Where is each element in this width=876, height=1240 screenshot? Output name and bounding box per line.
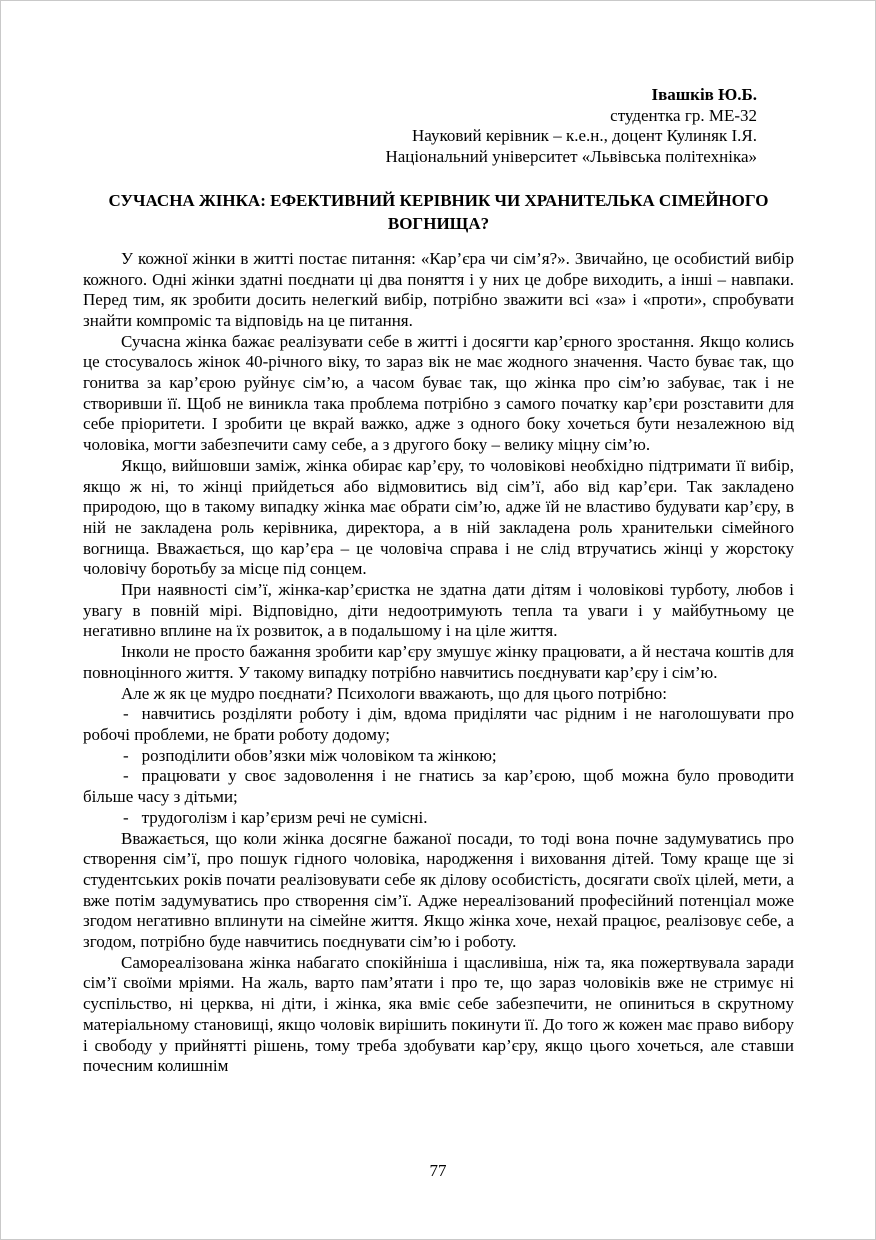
paragraph-7: Вважається, що коли жінка досягне бажаної посади, то тоді вона почне задумуватись про створення сім’ї, про пошук гідного чоловіка, народження і виховання дітей. Тому краще ще зі студентських років почати реалізовувати себе як ділову особистість, досягати своїх цілей, мети, а вже потім задумуватись про створення сім’ї. Адже нереалізований професійний потенціал може згодом негативно вплинути на сімейне життя. Якщо жінка хоче, нехай працює, реалізовує себе, а згодом, потрібно буде навчитись поєднувати сім’ю і роботу. xyxy=(83,828,794,952)
list-dash-marker: - xyxy=(123,745,129,765)
supervisor-line: Науковий керівник – к.е.н., доцент Кулиняк І.Я. xyxy=(412,126,757,146)
article-title: СУЧАСНА ЖІНКА: ЕФЕКТИВНИЙ КЕРІВНИК ЧИ ХРАНИТЕЛЬКА СІМЕЙНОГО ВОГНИЩА? xyxy=(108,190,769,233)
list-item-text: навчитись розділяти роботу і дім, вдома приділяти час рідним і не наголошувати про робочі проблеми, не брати роботу додому; xyxy=(83,704,794,744)
author-name: Івашків Ю.Б. xyxy=(651,85,757,104)
paragraph-4: При наявності сім’ї, жінка-кар’єристка не здатна дати дітям і чоловікові турботу, любов і увагу в повній мірі. Відповідно, діти недоотримують тепла та уваги і у майбутньому це негативно вплине на їх розвиток, а в подальшому і на ціле життя. xyxy=(83,580,794,641)
paragraph-5: Інколи не просто бажання зробити кар’єру змушує жінку працювати, а й нестача коштів для повноцінного життя. У такому випадку потрібно навчитись поєднувати кар’єру і сім’ю. xyxy=(83,642,794,682)
list-dash-marker: - xyxy=(123,807,129,827)
author-block xyxy=(83,85,794,168)
list-item xyxy=(83,746,794,767)
list-item xyxy=(83,808,794,829)
list-item xyxy=(83,704,794,745)
list-item xyxy=(83,766,794,807)
list-item-text: трудоголізм і кар’єризм речі не сумісні. xyxy=(141,807,428,827)
paragraph-3: Якщо, вийшовши заміж, жінка обирає кар’єру, то чоловікові необхідно підтримати її вибір, якщо ж ні, то жінці прийдеться або відмовитись від сім’ї, або від кар’єри. Так закладено природою, що в такому випадку жінка має обрати сім’ю, адже їй не властиво будувати кар’єру, в ній не закладена роль керівника, директора, а в ній закладена роль хранительки сімейного вогнища. Вважається, що кар’єра – це чоловіча справа і не слід втручатись жінці у жорстоку чоловічу боротьбу за місце під сонцем. xyxy=(83,455,794,579)
paragraph-6: Але ж як це мудро поєднати? Психологи вважають, що для цього потрібно: xyxy=(121,683,668,703)
list-item-text: розподілити обов’язки між чоловіком та жінкою; xyxy=(141,745,497,765)
list-item-text: працювати у своє задоволення і не гнатись за кар’єрою, щоб можна було проводити більше часу з дітьми; xyxy=(83,766,794,807)
list-dash-marker: - xyxy=(123,766,129,786)
affiliation-line: Національний університет «Львівська політехніка» xyxy=(385,147,757,167)
author-role: студентка гр. МЕ-32 xyxy=(610,105,757,125)
paragraph-1: У кожної жінки в житті постає питання: «Кар’єра чи сім’я?». Звичайно, це особистий вибір кожного. Одні жінки здатні поєднати ці два поняття і у них це добре виходить, а інші – навпаки. Перед тим, як зробити досить нелегкий вибір, потрібно зважити всі «за» і «проти», спробувати знайти компроміс та відповідь на це питання. xyxy=(83,248,794,330)
page-number: 77 xyxy=(429,1161,447,1181)
list-dash-marker: - xyxy=(123,704,129,724)
paragraph-8: Самореалізована жінка набагато спокійніша і щасливіша, ніж та, яка пожертвувала заради сім’ї своїми мріями. На жаль, варто пам’ятати і про те, що зараз чоловіків вже не стримує ні суспільство, ні церква, ні діти, і жінка, яка вміє себе забезпечити, не опиниться в скрутному матеріальному становищі, якщо чоловік вирішить покинути її. До того ж кожен має право вибору і свободу у прийнятті рішень, тому треба здобувати кар’єру, якщо цього хочеться, але ставши почесним колишнім xyxy=(83,952,794,1076)
paragraph-2: Сучасна жінка бажає реалізувати себе в житті і досягти кар’єрного зростання. Якщо колись це стосувалось жінок 40-річного віку, то зараз вік не має жодного значення. Часто буває так, що гонитва за кар’єрою руйнує сім’ю, а часом буває так, що жінка про сім’ю забуває, так і не створивши її. Щоб не виникла така проблема потрібно з самого початку кар’єри розставити для себе пріоритети. І зробити це вкрай важко, адже з одного боку хочеться бути незалежною від чоловіка, могти забезпечити саму себе, а з другого боку – велику міцну сім’ю. xyxy=(83,331,794,455)
